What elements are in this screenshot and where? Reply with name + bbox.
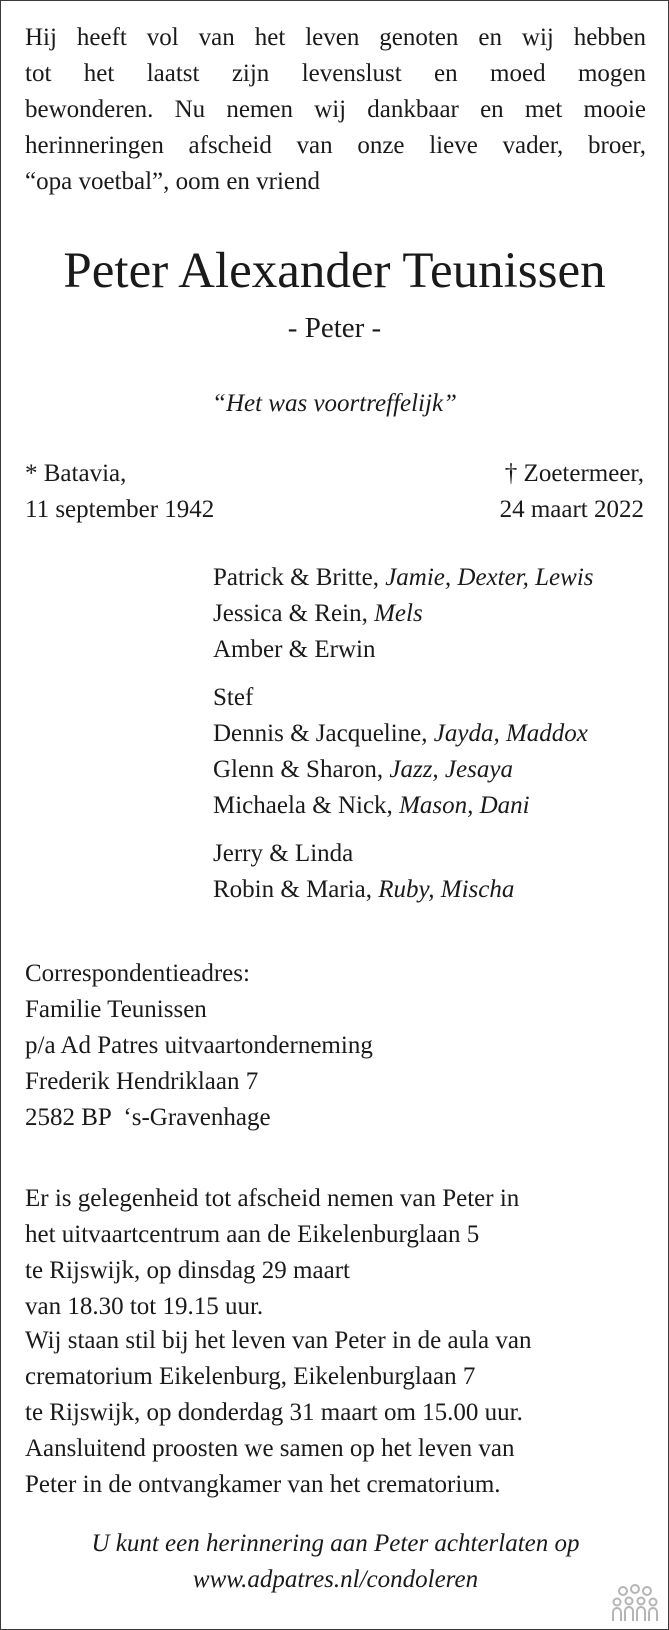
address-line: p/a Ad Patres uitvaartonderneming	[25, 1032, 373, 1059]
family-row: Patrick & Britte, Jamie, Dexter, Lewis	[213, 564, 594, 591]
ceremony-paragraph: Wij staan stil bij het leven van Peter in de aula van crematorium Eikelenburg, Eikelenburglaan 7 te Rijswijk, op donderdag 31 maart om 15.00 uur. Aansluitend proosten we samen op het leven van Peter in de ontvangkamer van het crematorium.	[25, 1327, 532, 1498]
intro-line: Hij heeft vol van het leven genoten en wij hebben	[25, 24, 646, 51]
condolence-link[interactable]: www.adpatres.nl/condoleren	[192, 1566, 479, 1593]
birth-date: 11 september 1942	[25, 496, 215, 523]
family-row: Dennis & Jacqueline, Jayda, Maddox	[213, 720, 588, 747]
family-row: Glenn & Sharon, Jazz, Jesaya	[213, 756, 513, 783]
death-date: 24 maart 2022	[499, 496, 644, 523]
intro-line: tot het laatst zijn levenslust en moed mogen	[25, 60, 646, 87]
family-logo-icon	[610, 1583, 660, 1623]
intro-text	[25, 20, 646, 200]
address-line: 2582 BP ‘s-Gravenhage	[25, 1104, 271, 1131]
intro-line: herinneringen afscheid van onze lieve vader, broer,	[25, 132, 646, 159]
viewing-paragraph: Er is gelegenheid tot afscheid nemen van Peter in het uitvaartcentrum aan de Eikelenburglaan 5 te Rijswijk, op dinsdag 29 maart van 18.30 tot 19.15 uur.	[25, 1185, 520, 1320]
family-row: Stef	[213, 684, 254, 711]
family-row: Michaela & Nick, Mason, Dani	[213, 792, 530, 819]
deceased-name: Peter Alexander Teunissen	[63, 243, 606, 299]
family-row: Robin & Maria, Ruby, Mischa	[213, 876, 515, 903]
address-line: Frederik Hendriklaan 7	[25, 1068, 259, 1095]
deceased-nickname: - Peter -	[287, 312, 382, 344]
closing-line: U kunt een herinnering aan Peter achterlaten op	[91, 1530, 580, 1557]
correspondence-address	[25, 956, 373, 1136]
family-list	[213, 560, 594, 908]
address-line: Familie Teunissen	[25, 996, 207, 1023]
family-row: Jessica & Rein, Mels	[213, 600, 423, 627]
quote: “Het was voortreffelijk”	[212, 390, 457, 417]
family-row: Jerry & Linda	[213, 840, 354, 867]
family-row: Amber & Erwin	[213, 636, 376, 663]
intro-line: bewonderen. Nu nemen wij dankbaar en met mooie	[25, 96, 646, 123]
death-info	[500, 456, 644, 528]
birth-place: * Batavia,	[25, 460, 127, 487]
intro-line: “opa voetbal”, oom en vriend	[25, 168, 321, 195]
closing-text	[1, 1526, 669, 1598]
death-place: † Zoetermeer,	[504, 460, 644, 487]
birth-info	[25, 456, 214, 528]
address-line: Correspondentieadres:	[25, 960, 250, 987]
